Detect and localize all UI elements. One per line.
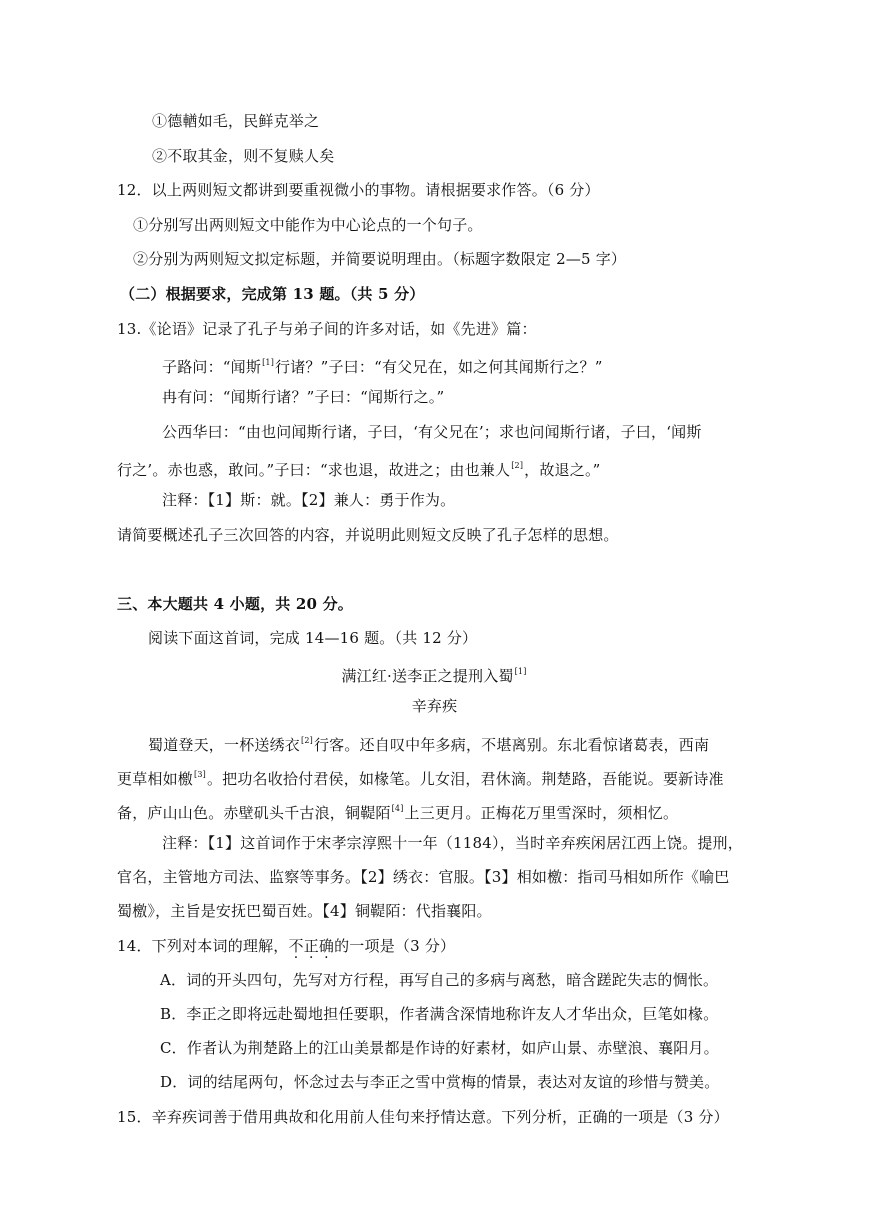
poem-note-2: 官名，主管地方司法、监察等事务。【2】绣衣：官服。【3】相如檄：指司马相如所作《喻巴 — [117, 868, 730, 886]
option-d: D．词的结尾两句，怀念过去与李正之雪中赏梅的情景，表达对友谊的珍惜与赞美。 — [160, 1073, 720, 1091]
quote-line-2: ②不取其金，则不复赎人矣 — [152, 147, 335, 165]
footnote-mark: [2] — [511, 461, 524, 470]
poem-author: 辛弃疾 — [411, 697, 458, 715]
option-c: C．作者认为荆楚路上的江山美景都是作诗的好素材，如庐山景、赤壁浪、襄阳月。 — [160, 1039, 719, 1057]
footnote-mark: [1] — [262, 358, 275, 367]
poem-note-3: 蜀檄》，主旨是安抚巴蜀百姓。【4】铜鞮陌：代指襄阳。 — [117, 902, 492, 920]
footnote-mark: [1] — [514, 667, 527, 676]
poem-note-1: 注释：【1】这首词作于宋孝宗淳熙十一年（1184），当时辛弃疾闲居江西上饶。提刑， — [162, 834, 743, 852]
poem-line-1: 蜀道登天，一杯送绣衣[2]行客。还自叹中年多病，不堪离别。东北看惊诸葛表，西南 — [148, 736, 710, 754]
dialogue-line-4: 行之’。赤也惑，敢问。”子曰：“求也退，故进之；由也兼人[2]，故退之。” — [117, 461, 601, 479]
footnote-mark: [4] — [391, 804, 404, 813]
poem-title: 满江红·送李正之提刑入蜀[1] — [341, 667, 527, 685]
question-12-part-2: ②分别为两则短文拟定标题，并简要说明理由。（标题字数限定 2—5 字） — [133, 250, 627, 268]
quote-line-1: ①德輶如毛，民鲜克举之 — [152, 112, 320, 130]
option-a: A．词的开头四句，先写对方行程，再写自己的多病与离愁，暗含蹉跎失志的惆怅。 — [160, 971, 719, 989]
option-b: B．李正之即将远赴蜀地担任要职，作者满含深情地称许友人才华出众，巨笔如椽。 — [160, 1005, 719, 1023]
note-13: 注释：【1】斯：就。【2】兼人：勇于作为。 — [162, 491, 456, 509]
dialogue-line-3: 公西华曰：“由也问闻斯行诸，子曰，‘有父兄在’；求也问闻斯行诸，子曰，‘闻斯 — [162, 423, 702, 441]
poem-line-2: 更草相如檄[3]。把功名收拾付君侯，如椽笔。儿女泪，君休滴。荆楚路，吾能说。要新诗准 — [117, 770, 724, 788]
question-13: 13.《论语》记录了孔子与弟子间的许多对话，如《先进》篇： — [117, 320, 537, 338]
question-12-part-1: ①分别写出两则短文中能作为中心论点的一个句子。 — [133, 216, 483, 234]
dialogue-line-2: 冉有问：“闻斯行诸？”子曰：“闻斯行之。” — [162, 388, 445, 406]
footnote-mark: [2] — [301, 736, 313, 745]
ask-13: 请简要概述孔子三次回答的内容，并说明此则短文反映了孔子怎样的思想。 — [117, 526, 619, 544]
dialogue-line-1: 子路问：“闻斯[1]行诸？”子曰：“有父兄在，如之何其闻斯行之？” — [162, 358, 603, 376]
question-14: 14．下列对本词的理解，不正确的一项是（3 分） — [117, 937, 456, 955]
footnote-mark: [3] — [194, 770, 206, 779]
poem-line-3: 备，庐山山色。赤壁矶头千古浪，铜鞮陌[4]上三更月。正梅花万里雪深时，须相忆。 — [117, 804, 679, 822]
question-12: 12．以上两则短文都讲到要重视微小的事物。请根据要求作答。（6 分） — [117, 181, 600, 199]
section-3-heading: 三、本大题共 4 小题，共 20 分。 — [117, 595, 354, 613]
reading-instruction: 阅读下面这首词，完成 14—16 题。（共 12 分） — [148, 629, 478, 647]
section-2-heading: （二）根据要求，完成第 13 题。（共 5 分） — [120, 285, 425, 303]
question-15: 15．辛弃疾词善于借用典故和化用前人佳句来抒情达意。下列分析，正确的一项是（3 分） — [117, 1108, 729, 1126]
